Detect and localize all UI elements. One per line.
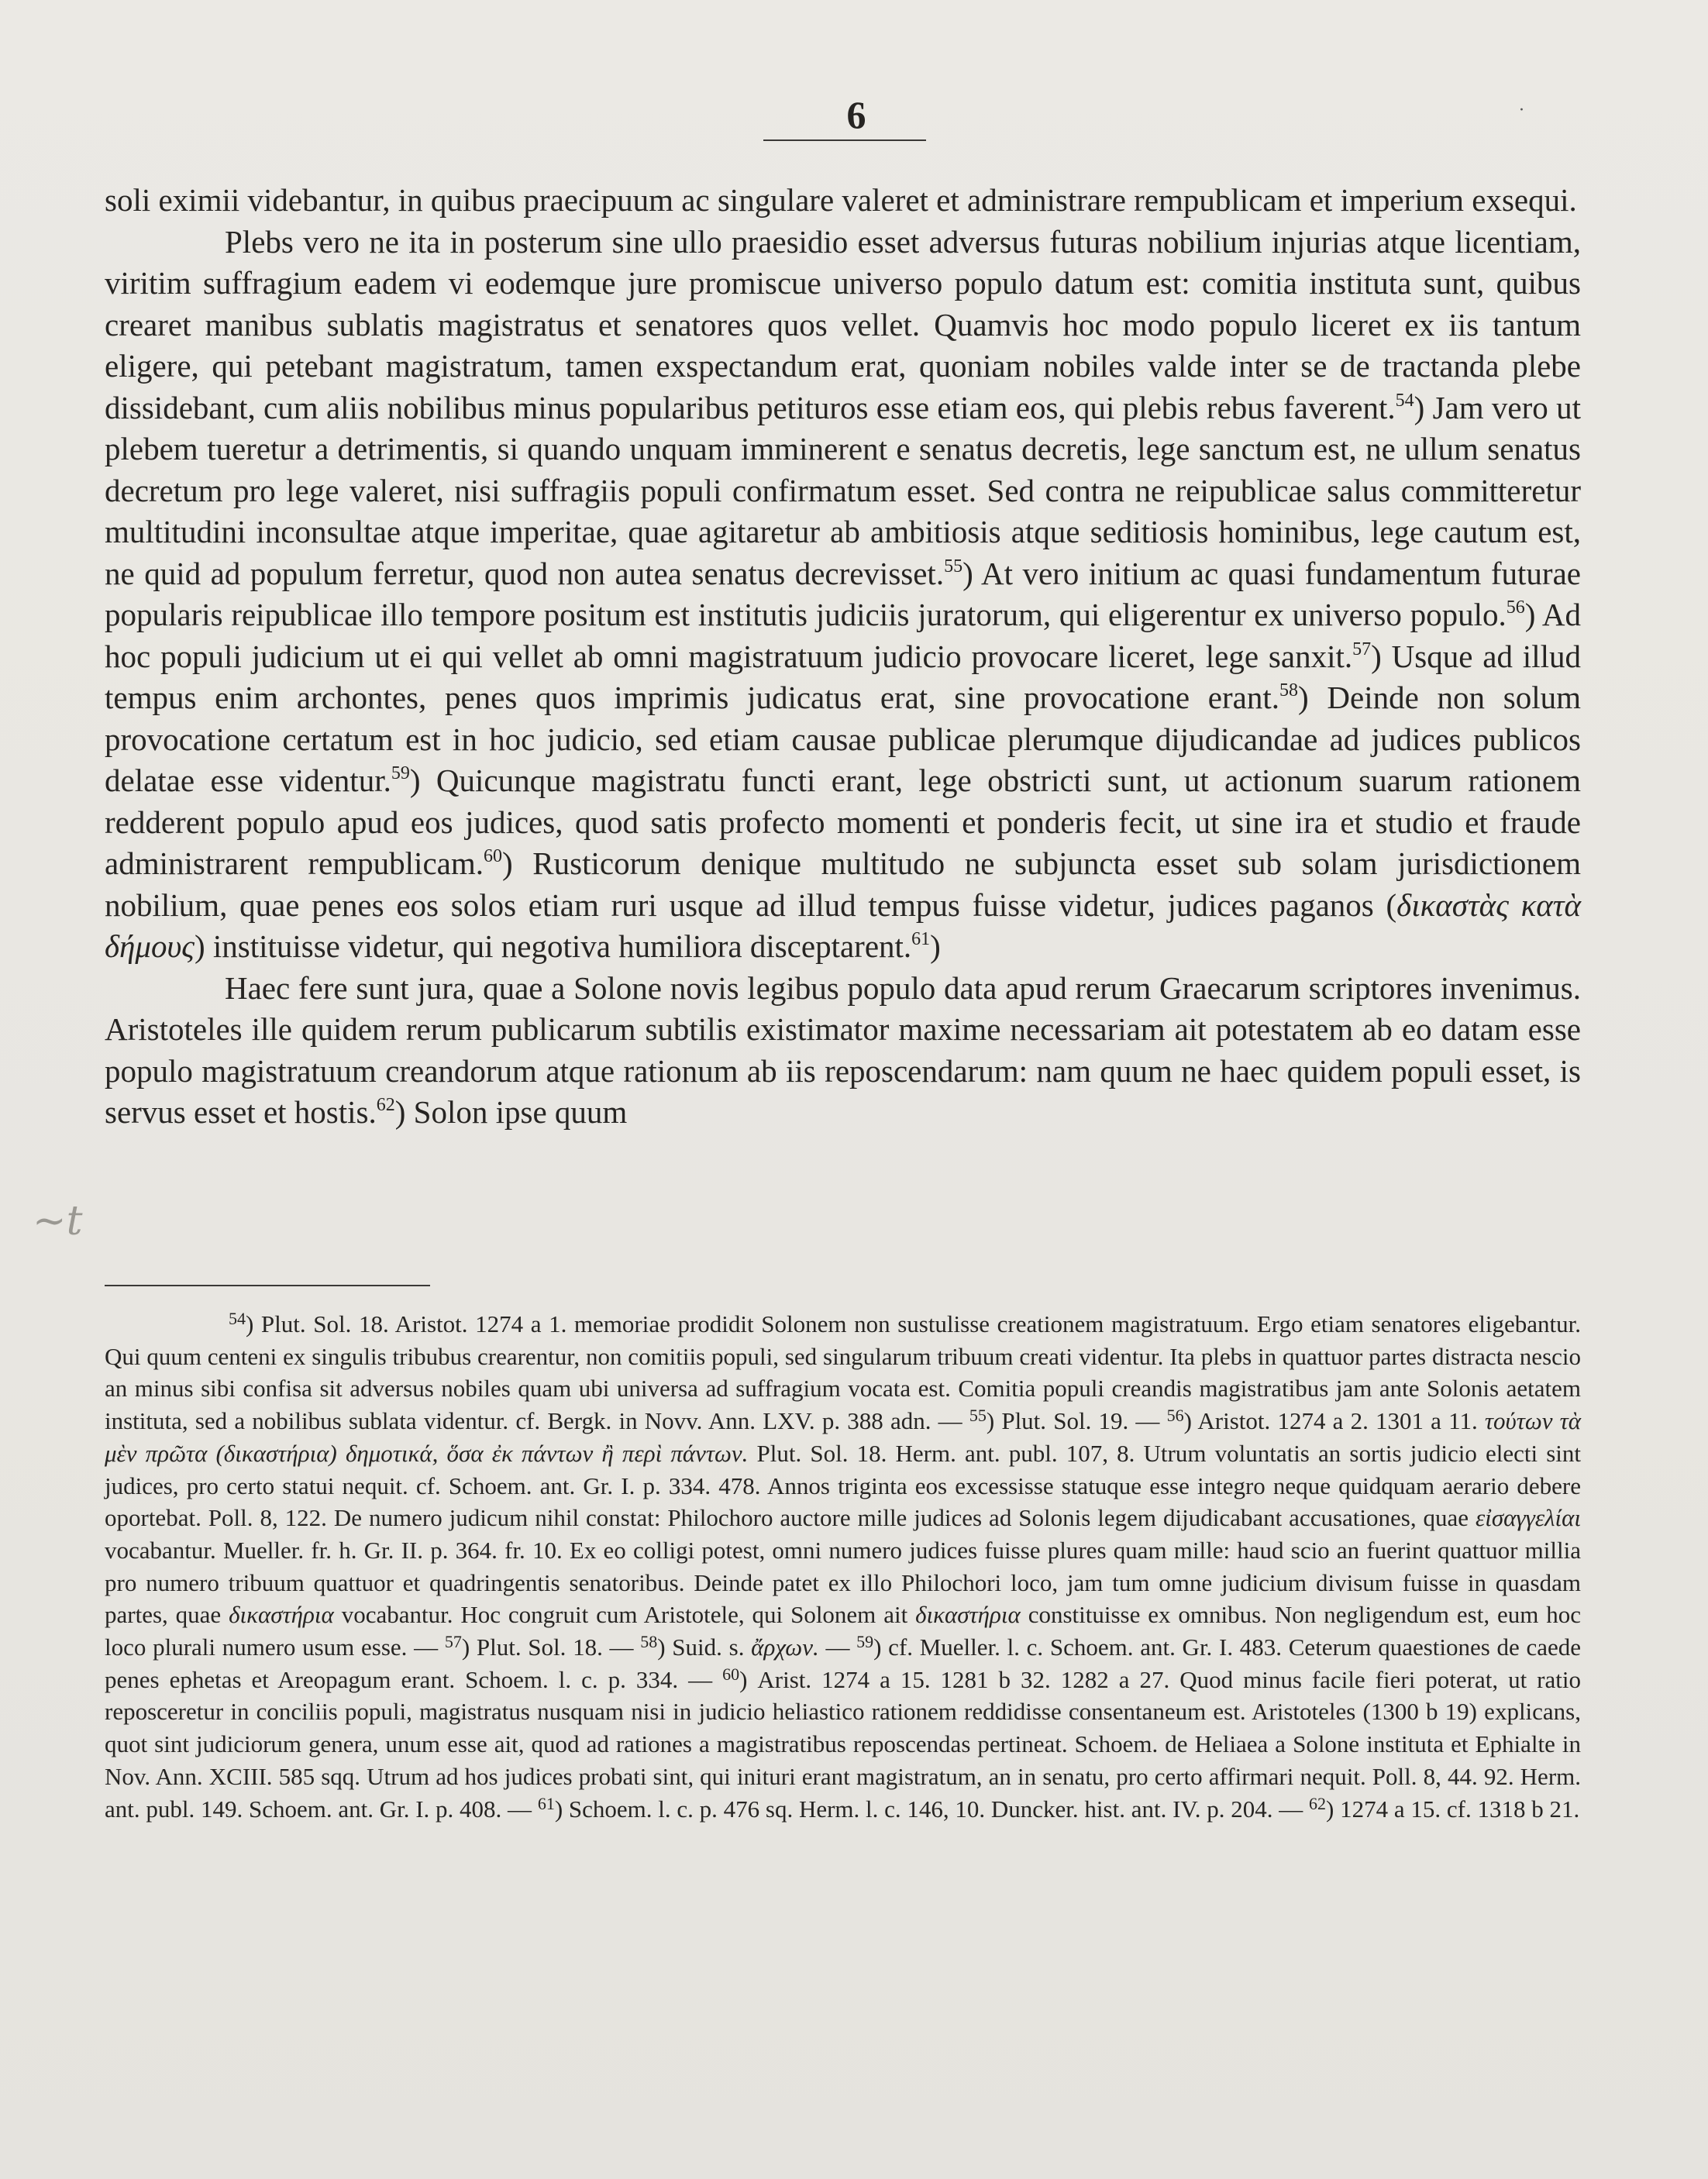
text-run: At vero initium ac quasi fundamentum futurae popularis reipublicae illo tempore positum est institutis judiciis juratorum, qui eligerentur ex universo populo. <box>105 555 1581 632</box>
greek-quote: τούτων τὰ μὲν πρῶτα (δικαστήρια) δημοτικά, ὅσα ἐκ πάντων ἢ περὶ πάντων. <box>105 1407 1582 1467</box>
footnote-number: 56 <box>1166 1406 1184 1426</box>
text-run: Haec fere sunt jura, quae a Solone novis legibus populo data apud rerum Graecarum scriptores invenimus. Aristoteles ille quidem rerum publicarum subtilis existimator maxime necessariam ait potestatem ab eo datam esse populo magistratuum creandorum atque rationum ab iis reposcendarum: nam quum ne haec quidem populi esset, is servus esset et hostis. <box>105 969 1581 1130</box>
footnote-text: ) 1274 a 15. cf. 1318 b 21. <box>1326 1795 1580 1823</box>
footnote-text: vocabantur. Hoc congruit cum Aristotele, qui Solonem ait <box>341 1601 908 1629</box>
footnote-text: ) cf. Mueller. l. c. Schoem. ant. Gr. I. 483. Ceterum quaestiones de caede penes ephetas et Areopagum erant. Schoem. l. c. p. 334. — <box>105 1633 1582 1693</box>
footnotes <box>105 1308 1581 1825</box>
greek-word: εἰσαγγελίαι <box>1476 1504 1581 1532</box>
footnote-text: — <box>825 1633 850 1661</box>
main-text <box>105 180 1581 1134</box>
footnote-ref[interactable]: 54 <box>1395 390 1414 411</box>
footnote-number: 62 <box>1309 1793 1327 1813</box>
greek-phrase: δικαστὰς κατὰ δήμους <box>105 886 1581 964</box>
footnote-text: ) Schoem. l. c. p. 476 sq. Herm. l. c. 146, 10. Duncker. hist. ant. IV. p. 204. — <box>554 1795 1303 1823</box>
footnote-text: ) Aristot. 1274 a 2. 1301 a 11. <box>1183 1407 1478 1435</box>
text-run: ) instituisse videtur, qui negotiva humiliora disceptarent. <box>194 928 912 964</box>
ink-speck: · <box>1519 101 1524 120</box>
margin-pencil-mark: ~t <box>33 1198 83 1244</box>
paragraph-haec: Haec fere sunt jura, quae a Solone novis legibus populo data apud rerum Graecarum scriptores invenimus. Aristoteles ille quidem rerum publicarum subtilis existimator maxime necessariam ait potestatem ab eo datam esse populo magistratuum creandorum atque rationum ab iis reposcendarum: nam quum ne haec quidem populi esset, is servus esset et hostis.$^{62}$) Solon ipse quum <box>105 969 1581 1130</box>
page-number: 6 <box>846 93 866 136</box>
header-rule <box>763 139 926 141</box>
footnote-ref[interactable]: 59 <box>391 763 410 783</box>
footnote-number: 57 <box>444 1632 462 1652</box>
footnote-text: Plut. Sol. 18. Herm. ant. publ. 107, 8. Utrum voluntatis an sortis judicio electi sint judices, pro certo statui nequit. cf. Schoem. ant. Gr. I. p. 334. 478. Annos triginta eos excessisse statuque esse integro neque quidquam aerario debere oportebat. Poll. 8, 122. De numero judicum nihil constat: Philochoro auctore mille judices ad Solonis legem dijudicabant accusationes, quae <box>105 1439 1582 1532</box>
footnote-ref[interactable]: 61 <box>911 929 931 949</box>
text-run: Solon ipse quum <box>413 1094 628 1130</box>
footnote-ref[interactable]: 58 <box>1279 680 1298 701</box>
greek-word: δικαστήρια <box>229 1601 334 1629</box>
footnote-number: 60 <box>722 1664 740 1684</box>
footnote-ref[interactable]: 57 <box>1352 639 1372 659</box>
text-run: Ad hoc populi judicium ut ei qui vellet ab omni magistratuum judicio provocare liceret, lege sanxit. <box>105 597 1581 674</box>
footnote-text: vocabantur. Mueller. fr. h. Gr. II. p. 364. fr. 10. Ex eo colligi potest, omni numero judices fuisse plures quam mille: haud scio an fuerint quattuor millia pro numero tribuum quattuor et quadringentis senatoribus. Deinde patet ex illo Philochori loco, jam tum omne judicium divisum fuisse in quasdam partes, quae <box>105 1536 1581 1629</box>
footnote-ref[interactable]: 60 <box>484 846 502 866</box>
footnote-number: 59 <box>856 1632 874 1652</box>
text-run: Plebs vero ne ita in posterum sine ullo praesidio esset adversus futuras nobilium injurias atque licentiam, viritim suffragium eadem vi eodemque jure promiscue universo populo datum est: comitia instituta sunt, quibus crearet manibus sublatis magistratus et senatores quos vellet. Quamvis hoc modo populo liceret ex iis tantum eligere, qui petebant magistratum, tamen exspectandum erat, quoniam nobiles valde inter se de tractanda plebe dissidebant, cum aliis nobilibus minus popularibus petituros esse etiam eos, qui plebis rebus faverent. <box>105 223 1581 425</box>
footnote-number: 55 <box>969 1406 987 1426</box>
footnote-number: 61 <box>537 1793 555 1813</box>
footnote-text: ) Suid. s. <box>657 1633 745 1661</box>
text-run: Jam vero ut plebem tueretur a detrimentis, si quando unquam imminerent e senatus decretis, lege sanctum est, ne ullum senatus decretum pro lege valeret, nisi suffragiis populi confirmatum esset. Sed contra ne reipublicae salus committeretur multitudini inconsultae atque imperitae, quae agitaretur ab ambitiosis atque seditiosis hominibus, lege cautum est, ne quid ad populum ferretur, quod non autea senatus decrevisset. <box>105 389 1581 591</box>
footnote-ref[interactable]: 62 <box>376 1095 395 1115</box>
footnote-text: constituisse ex omnibus. Non negligendum est, eum hoc loco plurali numero usum esse. — <box>105 1601 1582 1661</box>
footnote-text: ) Arist. 1274 a 15. 1281 b 32. 1282 a 27. Quod minus facile fieri poterat, ut ratio reposceretur in conciliis populi, magistratus nusquam nisi in judicio heliastico rationem reddidisse consentaneum est. Aristoteles (1300 b 19) explicans, quot sint judiciorum genera, unum esse ait, quod ad rationes a magistratibus reposcendas pertineat. Schoem. de Heliaea a Solone instituta et Ephialte in Nov. Ann. XCIII. 585 sqq. Utrum ad hos judices probati sint, qui inituri erant magistratum, an in senatu, pro certo affirmari nequit. Poll. 8, 44. 92. Herm. ant. publ. 149. Schoem. ant. Gr. I. p. 408. — <box>105 1665 1581 1823</box>
paragraph-plebs: Plebs vero ne ita in posterum sine ullo praesidio esset adversus futuras nobilium injurias atque licentiam, viritim suffragium eadem vi eodemque jure promiscue universo populo datum est: comitia instituta sunt, quibus crearet manibus sublatis magistratus et senatores quos vellet. Quamvis hoc modo populo liceret ex iis tantum eligere, qui petebant magistratum, tamen exspectandum erat, quoniam nobiles valde inter se de tractanda plebe dissidebant, cum aliis nobilibus minus popularibus petituros esse etiam eos, qui plebis rebus faverent.$^{54}$) Jam vero ut plebem tueretur a detrimentis, si quando unquam imminerent e senatus decretis, lege sanctum est, ne ullum senatus decretum pro lege valeret, nisi suffragiis populi confirmatum esset. Sed contra ne reipublicae salus committeretur multitudini inconsultae atque imperitae, quae agitaretur ab ambitiosis atque seditiosis hominibus, lege cautum est, ne quid ad populum ferretur, quod non autea senatus decrevisset.$^{55}$) At vero initium ac quasi fundamentum futurae popularis reipublicae illo tempore positum est institutis judiciis juratorum, qui eligerentur ex universo populo.$^{56}$) Ad hoc populi judicium ut ei qui vellet ab omni magistratuum judicio provocare liceret, lege sanxit.$^{57}$) Usque ad illud tempus enim archontes, penes quos imprimis judicatus erat, sine provocatione erant.$^{58}$) Deinde non solum provocatione certatum est in hoc judicio, sed etiam causae publicae plerumque dijudicandae ad judices publicos delatae esse videntur.$^{59}$) Quicunque magistratu functi erant, lege obstricti sunt, ut actionum suarum rationem redderent populo apud eos judices, quod satis profecto momenti et ponderis fecit, ut sine ira et studio et fraude administrarent rempublicam.$^{60}$) Rusticorum denique multitudo ne subjuncta esset sub solam jurisdictionem nobilium, quae penes eos solos etiam ruri usque ad illud tempus fuisse videtur, judices paganos (δικαστὰς κατὰ δήμους) instituisse videtur, qui negotiva humiliora disceptarent.$^{61}$) <box>105 223 1582 964</box>
greek-word: δικαστήρια <box>915 1601 1021 1629</box>
footnote-number: 54 <box>229 1309 246 1328</box>
footnote-number: 58 <box>640 1632 658 1652</box>
footnote-text: ) Plut. Sol. 19. — <box>986 1407 1160 1435</box>
text-run: Quicunque magistratu functi erant, lege obstricti sunt, ut actionum suarum rationem redderent populo apud eos judices, quod satis profecto momenti et ponderis fecit, ut sine ira et studio et fraude administrarent rempublicam. <box>105 762 1582 881</box>
greek-word: ἄρχων. <box>751 1633 819 1661</box>
footnote-ref[interactable]: 55 <box>944 556 963 577</box>
paragraph-continuation <box>105 180 1581 222</box>
text-run: Deinde non solum provocatione certatum est in hoc judicio, sed etiam causae publicae plerumque dijudicandae ad judices publicos delatae esse videntur. <box>105 680 1582 798</box>
footnote-text: ) Plut. Sol. 18. Aristot. 1274 a 1. memoriae prodidit Solonem non sustulisse creationem magistratuum. Ergo etiam senatores eligebantur. Qui quum centeni ex singulis tribubus crearentur, non comitiis populi, sed singularum tribuum creati videntur. Ita plebs in quattuor partes distracta nescio an minus sibi confisa sit adversus nobiles quam ubi universa ad suffragium vocata est. Comitia populi creandis magistratibus jam ante Solonis aetatem instituta, sed a nobilibus sublata videntur. cf. Bergk. in Novv. Ann. LXV. p. 388 adn. — <box>105 1310 1581 1435</box>
text-run: Rusticorum denique multitudo ne subjuncta esset sub solam jurisdictionem nobilium, quae penes eos solos etiam ruri usque ad illud tempus fuisse videtur, judices paganos ( <box>105 845 1582 923</box>
text-run: Usque ad illud tempus enim archontes, penes quos imprimis judicatus erat, sine provocatione erant. <box>105 638 1581 715</box>
footnote-rule <box>105 1285 430 1286</box>
footnote-text: ) Plut. Sol. 18. — <box>461 1633 634 1661</box>
text-run: soli eximii videbantur, in quibus praecipuum ac singulare valeret et administrare rempublicam et imperium exsequi. <box>105 182 1577 218</box>
footnote-block <box>105 1308 1581 1825</box>
footnote-ref[interactable]: 56 <box>1506 597 1525 618</box>
